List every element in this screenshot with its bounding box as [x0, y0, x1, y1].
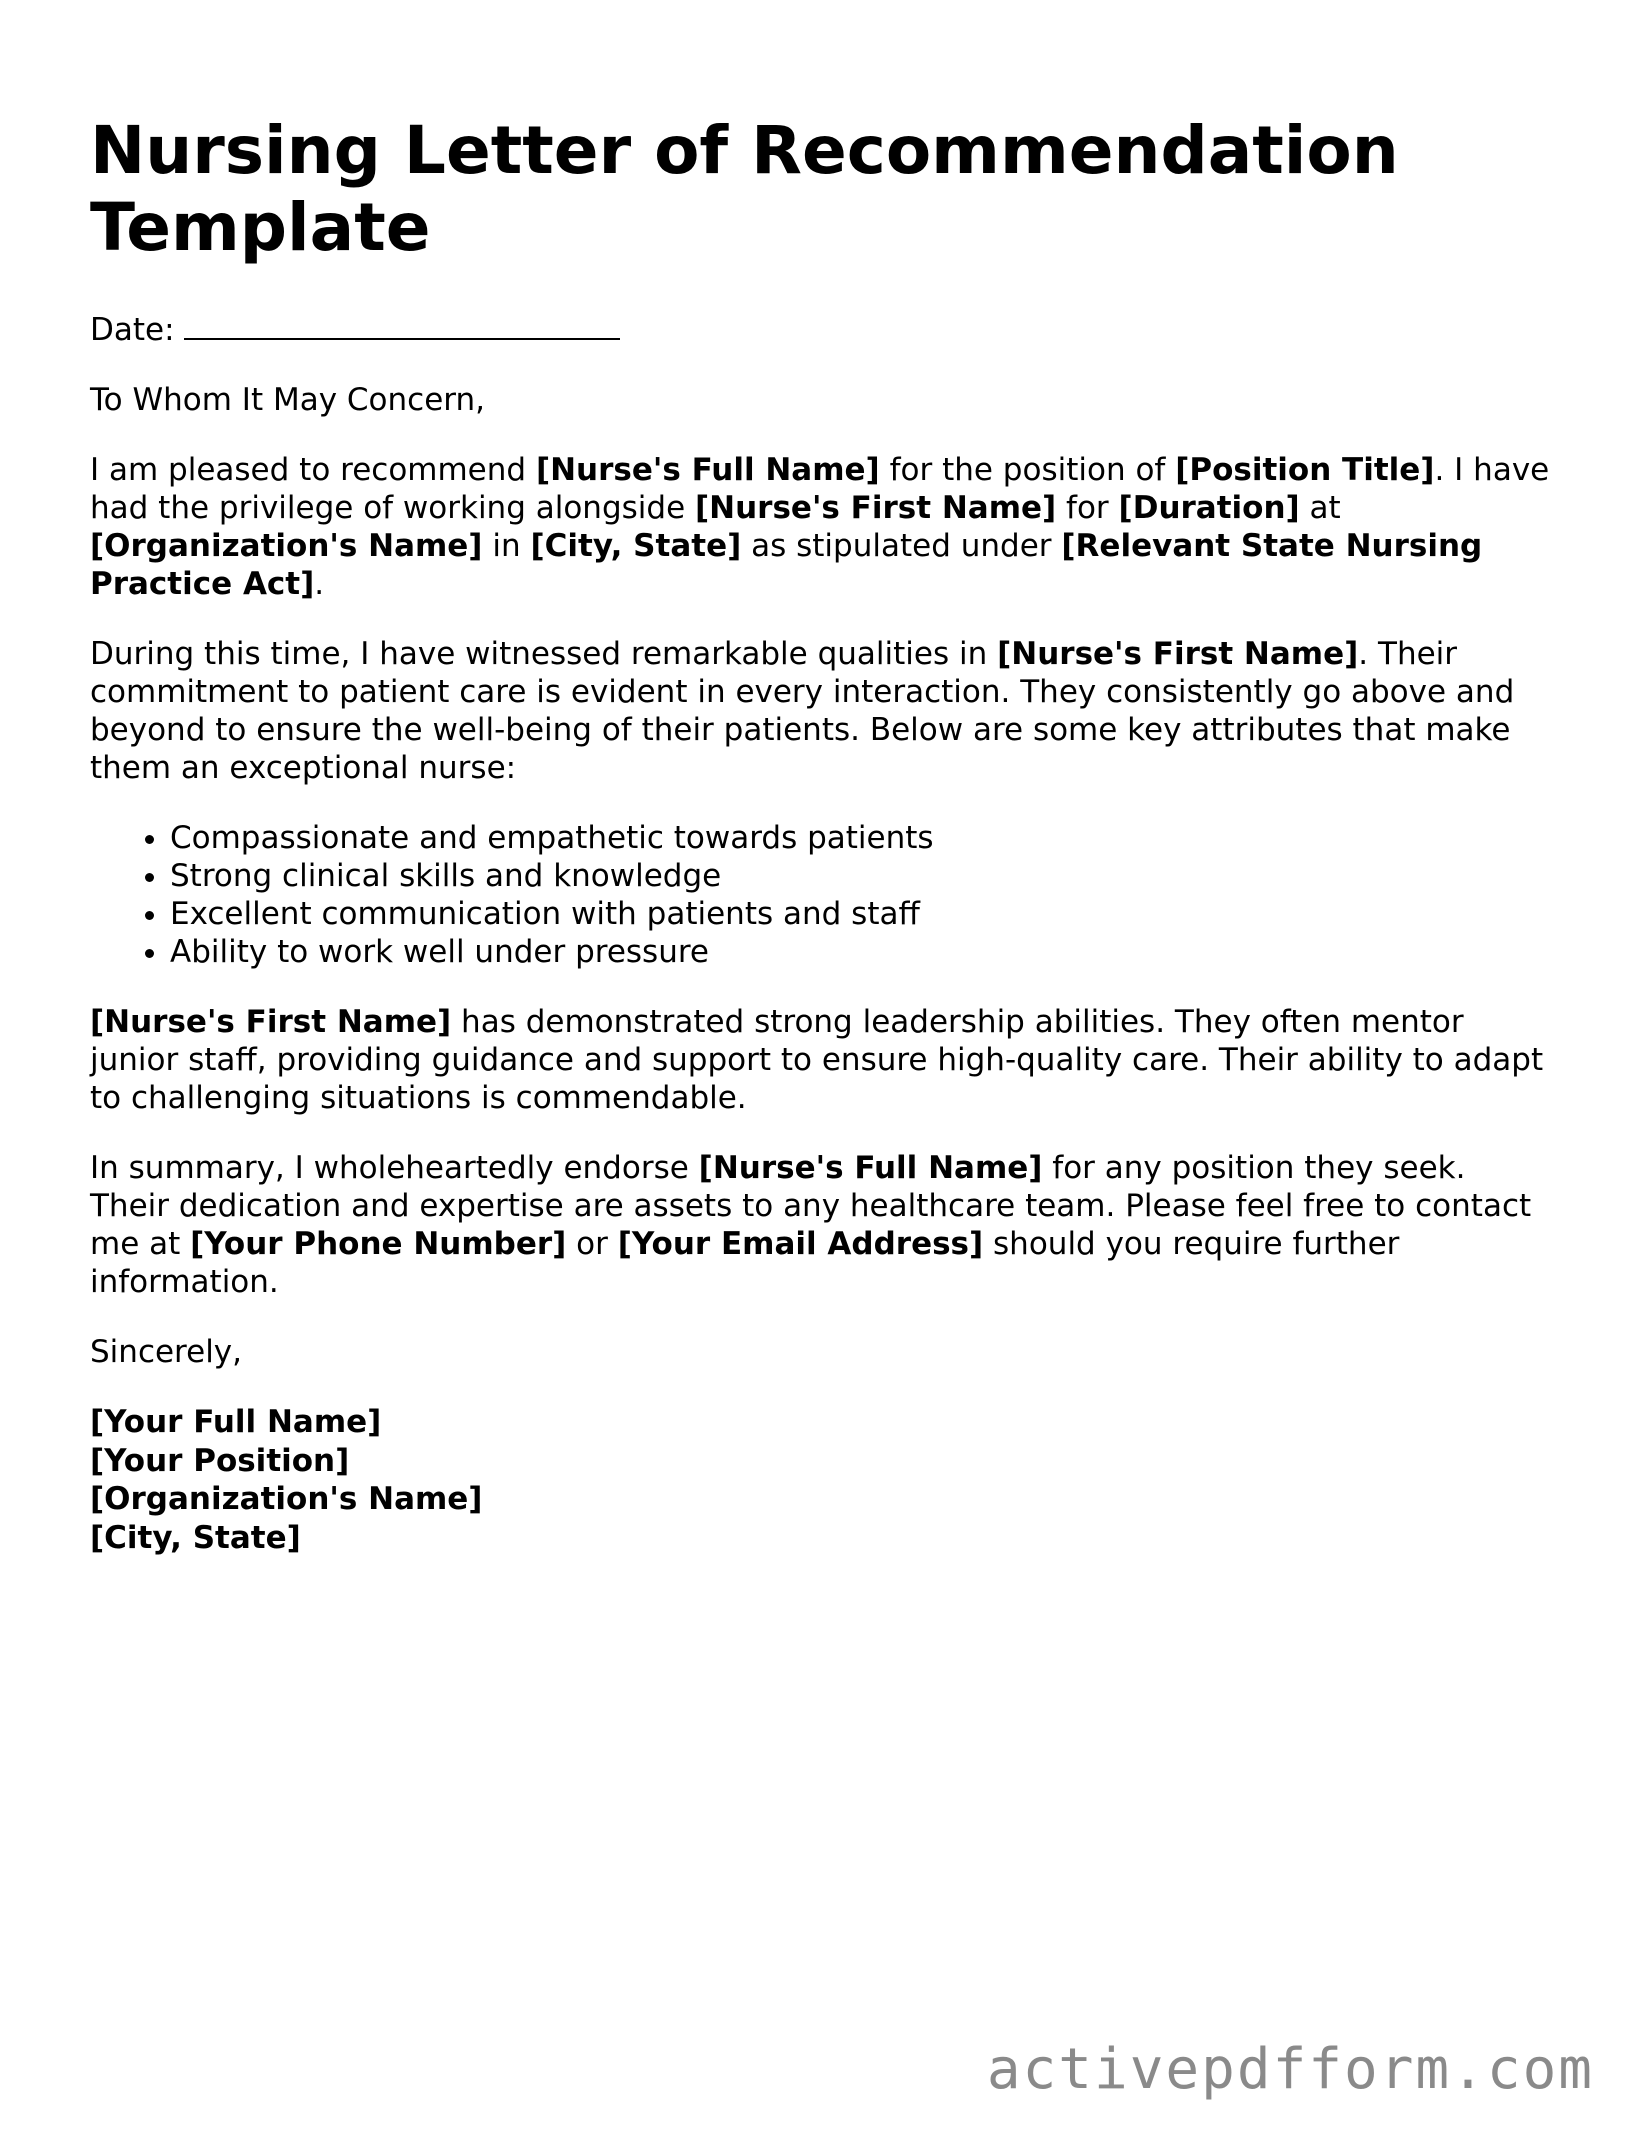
placeholder-nurse-full-name: [Nurse's Full Name] [698, 1150, 1043, 1186]
placeholder-duration: [Duration] [1118, 490, 1300, 526]
paragraph-qualities: During this time, I have witnessed remarkable qualities in [Nurse's First Name]. Their commitment to patient care is evident in every interaction. They consistently go above and beyond to ensure the well-being of their patients. Below are some key attributes that make them an exceptional nurse: [90, 636, 1515, 786]
placeholder-email: [Your Email Address] [617, 1226, 984, 1262]
closing: Sincerely, [90, 1334, 243, 1370]
placeholder-nurse-first-name: [Nurse's First Name] [695, 490, 1057, 526]
list-item: • Strong clinical skills and knowledge [170, 857, 1550, 895]
watermark: activepdfform.com [986, 2037, 1594, 2102]
signature-block [90, 1403, 1550, 1557]
paragraph-summary: In summary, I wholeheartedly endorse [Nurse's Full Name] for any position they seek. Their dedication and expertise are assets to any healthcare team. Please feel free to contact me at [Your Phone Number] or [Your Email Address] should you require further information. [90, 1150, 1532, 1300]
signature-name: [Your Full Name] [90, 1404, 382, 1440]
placeholder-nurse-full-name: [Nurse's Full Name] [535, 452, 880, 488]
page-title: Nursing Letter of Recommendation Template [90, 112, 1399, 266]
salutation: To Whom It May Concern, [90, 382, 485, 418]
signature-organization: [Organization's Name] [90, 1481, 483, 1517]
placeholder-position-title: [Position Title] [1175, 452, 1435, 488]
placeholder-nurse-first-name: [Nurse's First Name] [997, 636, 1359, 672]
paragraph-leadership: [Nurse's First Name] has demonstrated strong leadership abilities. They often mentor junior staff, providing guidance and support to ensure high-quality care. Their ability to adapt to challenging situations is commendable. [90, 1004, 1544, 1116]
list-item: • Ability to work well under pressure [170, 933, 1550, 971]
paragraph-intro: I am pleased to recommend [Nurse's Full Name] for the position of [Position Title]. I have had the privilege of working alongside [Nurse's First Name] for [Duration] at [Organization's Name] in [City, State] as stipulated under [Relevant State Nursing Practice Act]. [90, 452, 1550, 602]
signature-position: [Your Position] [90, 1442, 350, 1479]
date-blank-field[interactable] [184, 310, 620, 340]
attributes-list [90, 819, 1550, 971]
list-item: • Excellent communication with patients and staff [170, 895, 1550, 933]
letter-page [90, 112, 1550, 1557]
placeholder-organization: [Organization's Name] [90, 528, 483, 564]
list-item: • Compassionate and empathetic towards patients [170, 819, 1550, 857]
date-line [90, 310, 1550, 349]
signature-city-state: [City, State] [90, 1519, 301, 1556]
placeholder-phone: [Your Phone Number] [190, 1226, 567, 1262]
placeholder-city-state: [City, State] [530, 528, 742, 564]
placeholder-nurse-first-name: [Nurse's First Name] [90, 1004, 452, 1040]
date-label: Date: [90, 312, 175, 348]
placeholder-practice-act: [Relevant State Nursing Practice Act] [90, 528, 1483, 602]
